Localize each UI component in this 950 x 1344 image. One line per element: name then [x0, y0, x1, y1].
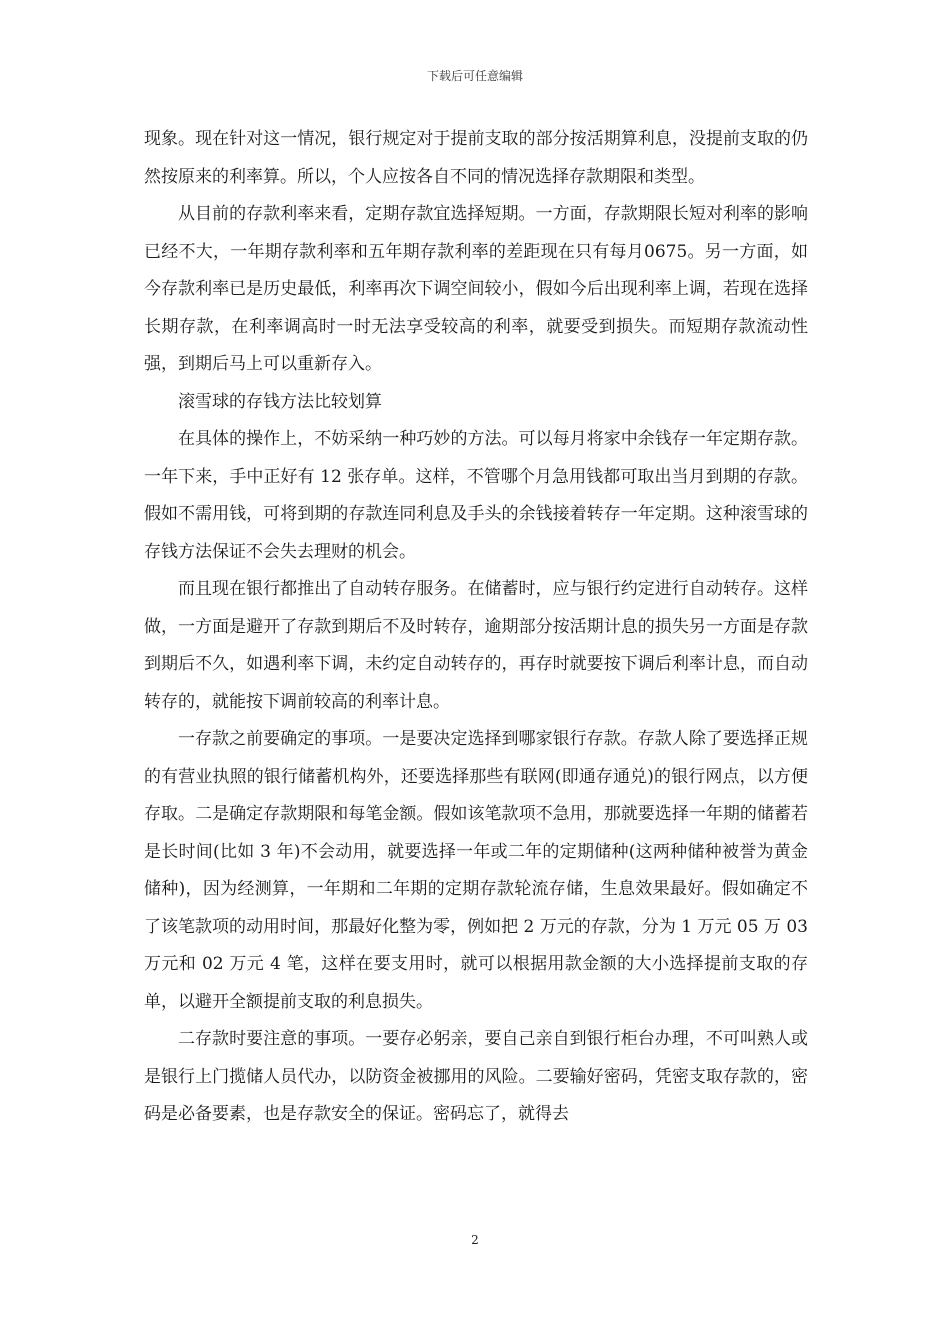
- paragraph-2: 从目前的存款利率来看，定期存款宜选择短期。一方面，存款期限长短对利率的影响已经不大，一年期存款利率和五年期存款利率的差距现在只有每月0675。另一方面，如今存款利率已是历史最低，利率再次下调空间较小，假如今后出现利率上调，若现在选择长期存款，在利率调高时一时无法享受较高的利率，就要受到损失。而短期存款流动性强，到期后马上可以重新存入。: [144, 204, 808, 374]
- paragraph-1: 现象。现在针对这一情况，银行规定对于提前支取的部分按活期算利息，没提前支取的仍然按原来的利率算。所以，个人应按各自不同的情况选择存款期限和类型。: [144, 129, 808, 187]
- document-body: [144, 121, 808, 1134]
- page-number: 2: [471, 1233, 479, 1247]
- paragraph-5: 一存款之前要确定的事项。一是要决定选择到哪家银行存款。存款人除了要选择正规的有营业执照的银行储蓄机构外，还要选择那些有联网(即通存通兑)的银行网点，以方便存取。二是确定存款期限和每笔金额。假如该笔款项不急用，那就要选择一年期的储蓄若是长时间(比如 3 年)不会动用，就要选择一年或二年的定期储种(这两种储种被誉为黄金储种)，因为经测算，一年期和二年期的定期存款轮流存储，生息效果最好。假如确定不了该笔款项的动用时间，那最好化整为零，例如把 2 万元的存款，分为 1 万元 05 万 03 万元和 02 万元 4 笔，这样在要支用时，就可以根据用款金额的大小选择提前支取的存单，以避开全额提前支取的利息损失。: [144, 729, 808, 1012]
- paragraph-6: 二存款时要注意的事项。一要存必躬亲，要自己亲自到银行柜台办理，不可叫熟人或是银行上门揽储人员代办，以防资金被挪用的风险。二要输好密码，凭密支取存款的，密码是必备要素，也是存款安全的保证。密码忘了，就得去: [144, 1029, 808, 1124]
- page-header: 下载后可任意编辑: [426, 69, 523, 83]
- paragraph-4: 而且现在银行都推出了自动转存服务。在储蓄时，应与银行约定进行自动转存。这样做，一方面是避开了存款到期后不及时转存，逾期部分按活期计息的损失另一方面是存款到期后不久，如遇利率下调，未约定自动转存的，再存时就要按下调后利率计息，而自动转存的，就能按下调前较高的利率计息。: [144, 579, 808, 712]
- paragraph-3: 在具体的操作上，不妨采纳一种巧妙的方法。可以每月将家中余钱存一年定期存款。一年下来，手中正好有 12 张存单。这样，不管哪个月急用钱都可取出当月到期的存款。假如不需用钱，可将到期的存款连同利息及手头的余钱接着转存一年定期。这种滚雪球的存钱方法保证不会失去理财的机会。: [144, 429, 808, 562]
- section-heading: 滚雪球的存钱方法比较划算: [178, 391, 382, 412]
